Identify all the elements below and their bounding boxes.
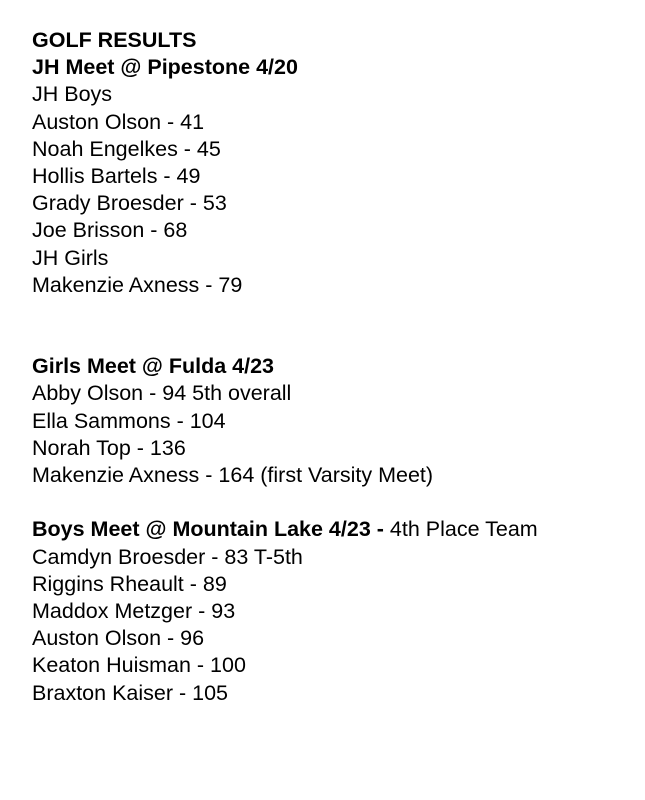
boys-team-place: 4th Place Team bbox=[389, 517, 538, 542]
girls-meet-result: Abby Olson - 94 5th overall bbox=[32, 381, 292, 406]
boys-meet-result: Camdyn Broesder - 83 T-5th bbox=[32, 544, 303, 569]
blank-line bbox=[32, 489, 632, 516]
boys-meet-heading: Boys Meet @ Mountain Lake 4/23 - bbox=[32, 517, 390, 542]
jh-boys-result: Auston Olson - 41 bbox=[32, 109, 205, 134]
boys-meet-result: Maddox Metzger - 93 bbox=[32, 598, 236, 623]
jh-girls-label: JH Girls bbox=[32, 245, 109, 270]
jh-boys-result: Joe Brisson - 68 bbox=[32, 218, 188, 243]
girls-meet-result: Norah Top - 136 bbox=[32, 435, 186, 460]
blank-line bbox=[32, 299, 632, 326]
boys-meet-section bbox=[32, 516, 632, 706]
boys-meet-result: Keaton Huisman - 100 bbox=[32, 653, 246, 678]
jh-meet-section bbox=[32, 54, 632, 299]
jh-boys-result: Grady Broesder - 53 bbox=[32, 191, 227, 216]
jh-meet-heading: JH Meet @ Pipestone 4/20 bbox=[32, 55, 298, 80]
girls-meet-heading: Girls Meet @ Fulda 4/23 bbox=[32, 354, 275, 379]
golf-results-document bbox=[32, 27, 632, 707]
boys-meet-result: Braxton Kaiser - 105 bbox=[32, 680, 228, 705]
girls-meet-section bbox=[32, 353, 632, 489]
jh-boys-label: JH Boys bbox=[32, 82, 113, 107]
jh-boys-result: Hollis Bartels - 49 bbox=[32, 163, 201, 188]
boys-meet-result: Auston Olson - 96 bbox=[32, 626, 205, 651]
girls-meet-result: Makenzie Axness - 164 (first Varsity Meet) bbox=[32, 463, 434, 487]
girls-meet-result: Ella Sammons - 104 bbox=[32, 408, 226, 433]
boys-meet-result: Riggins Rheault - 89 bbox=[32, 571, 227, 596]
boys-meet-heading-line bbox=[32, 516, 632, 543]
jh-boys-result: Noah Engelkes - 45 bbox=[32, 136, 221, 161]
document-title: GOLF RESULTS bbox=[32, 28, 197, 52]
jh-girls-result: Makenzie Axness - 79 bbox=[32, 272, 243, 297]
blank-line bbox=[32, 326, 632, 353]
